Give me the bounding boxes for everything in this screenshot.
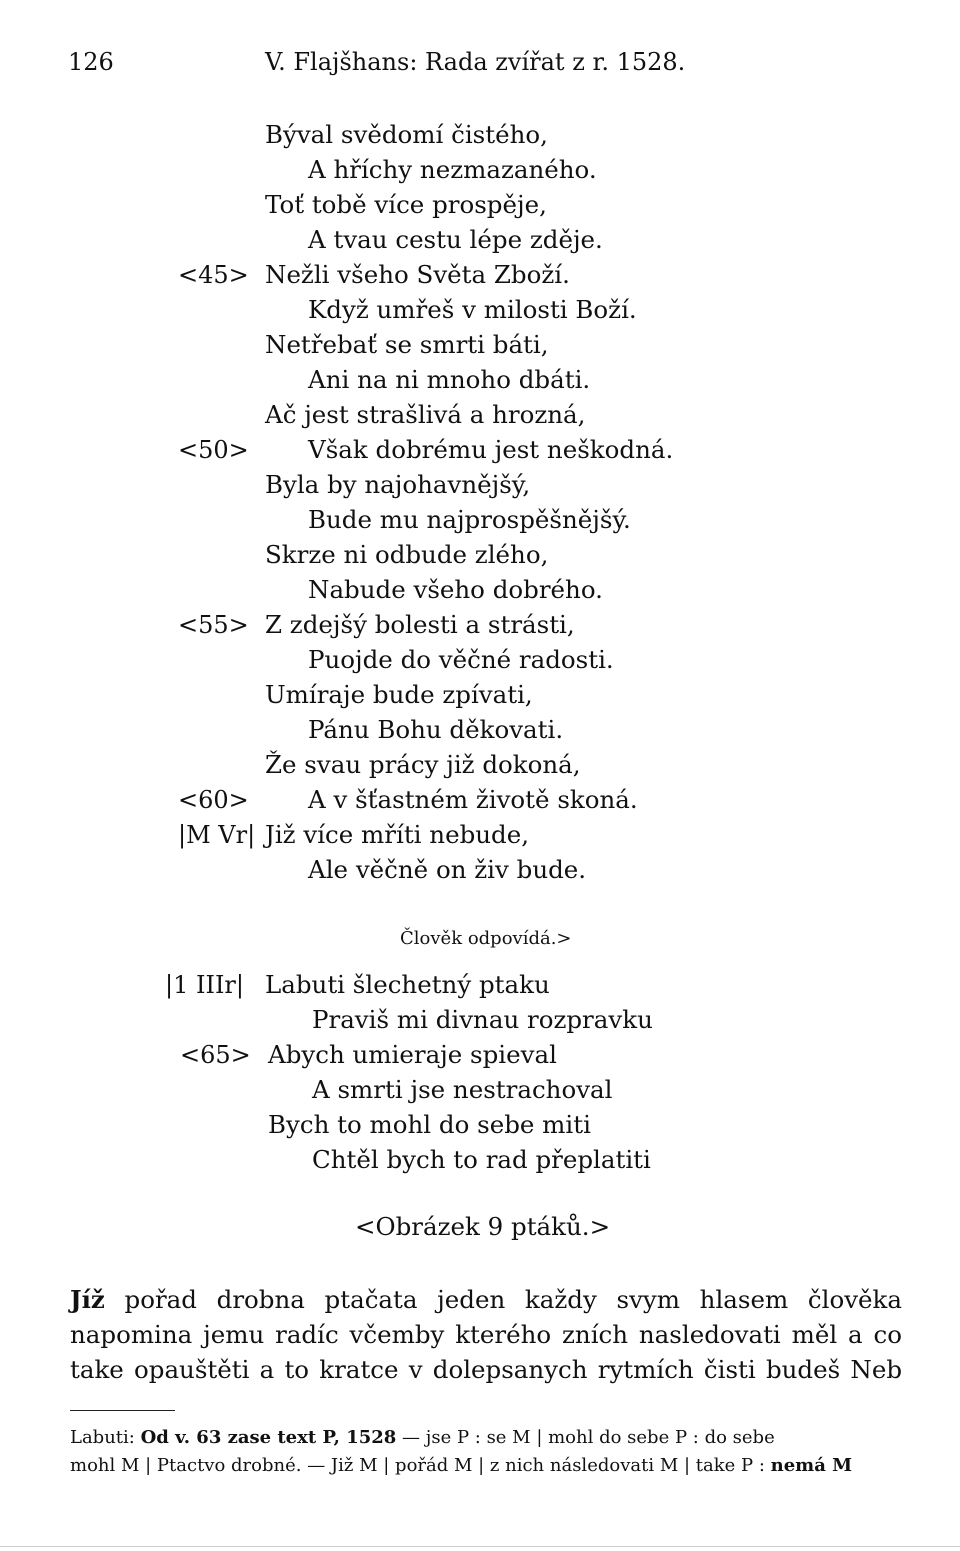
- prose-lead-word: Jíž: [70, 1285, 105, 1314]
- verse-line: Ale věčně on živ bude.: [308, 855, 587, 884]
- verse-line: A tvau cestu lépe zděje.: [308, 225, 603, 254]
- verse-line: A v šťastném životě skoná.: [308, 785, 638, 814]
- footnote-lemma: Labuti:: [70, 1427, 135, 1448]
- speaker-heading: Člověk odpovídá.>: [400, 928, 572, 949]
- verse-line: Již více mříti nebude,: [265, 820, 529, 849]
- running-title: V. Flajšhans: Rada zvířat z r. 1528.: [265, 48, 686, 76]
- verse-line: Ani na ni mnoho dbáti.: [308, 365, 591, 394]
- footnote-divider: [70, 1410, 175, 1411]
- prose-paragraph: [70, 1282, 902, 1387]
- verse-line: Netřebať se smrti báti,: [265, 330, 549, 359]
- verse-line: Praviš mi divnau rozpravku: [312, 1005, 653, 1034]
- figure-placeholder-note: <Obrázek 9 ptáků.>: [355, 1212, 611, 1241]
- verse-line: A smrti jse nestrachoval: [312, 1075, 613, 1104]
- footnote-line: [70, 1452, 904, 1480]
- verse-line: Nežli všeho Světa Zboží.: [265, 260, 570, 289]
- footnote-emphasis: Od v. 63 zase text P, 1528: [140, 1427, 397, 1448]
- folio-marker: |M Vr|: [178, 821, 256, 849]
- prose-line: napomina jemu radíc včemby kterého zních nasledovati měl a co: [70, 1320, 902, 1349]
- footnote-text: mohl M | Ptactvo drobné. — Již M | pořád M | z nich následovati M | take P :: [70, 1455, 765, 1476]
- verse-number-marker: <65>: [180, 1041, 251, 1069]
- verse-line: Ač jest strašlivá a hrozná,: [265, 400, 586, 429]
- verse-line: Byla by najohavnějšý,: [265, 470, 531, 499]
- footnotes: [70, 1424, 904, 1480]
- verse-line: Chtěl bych to rad přeplatiti: [312, 1145, 651, 1174]
- verse-line: Abych umieraje spieval: [268, 1040, 557, 1069]
- verse-line: Nabude všeho dobrého.: [308, 575, 603, 604]
- verse-line: Umíraje bude zpívati,: [265, 680, 533, 709]
- footnote-emphasis: nemá M: [770, 1455, 853, 1476]
- verse-line: A hříchy nezmazaného.: [308, 155, 597, 184]
- verse-number-marker: <55>: [178, 611, 249, 639]
- verse-line: Skrze ni odbude zlého,: [265, 540, 549, 569]
- verse-number-marker: <50>: [178, 436, 249, 464]
- verse-line: Labuti šlechetný ptaku: [265, 970, 550, 999]
- verse-line: Z zdejšý bolesti a strásti,: [265, 610, 575, 639]
- prose-line: [70, 1282, 902, 1317]
- folio-marker: |1 IIIr|: [165, 971, 244, 999]
- verse-line: Bude mu najprospěšnějšý.: [308, 505, 631, 534]
- footnote-line: [70, 1424, 904, 1452]
- verse-line: Toť tobě více prospěje,: [265, 190, 547, 219]
- verse-line: Bych to mohl do sebe miti: [268, 1110, 591, 1139]
- verse-line: Však dobrému jest neškodná.: [308, 435, 674, 464]
- page-bottom-edge: [0, 1546, 960, 1547]
- verse-line: Puojde do věčné radosti.: [308, 645, 614, 674]
- page-number: 126: [68, 48, 114, 76]
- footnote-text: — jse P : se M | mohl do sebe P : do sebe: [402, 1427, 775, 1448]
- verse-line: Pánu Bohu děkovati.: [308, 715, 564, 744]
- verse-line: Když umřeš v milosti Boží.: [308, 295, 637, 324]
- prose-line-text: pořad drobna ptačata jeden každy svym hlasem člověka: [124, 1285, 902, 1314]
- verse-number-marker: <45>: [178, 261, 249, 289]
- verse-line: Že svau prácy již dokoná,: [265, 750, 581, 779]
- verse-line: Býval svědomí čistého,: [265, 120, 548, 149]
- prose-line: take opauštěti a to kratce v dolepsanych rytmích čisti budeš Neb: [70, 1355, 902, 1384]
- verse-number-marker: <60>: [178, 786, 249, 814]
